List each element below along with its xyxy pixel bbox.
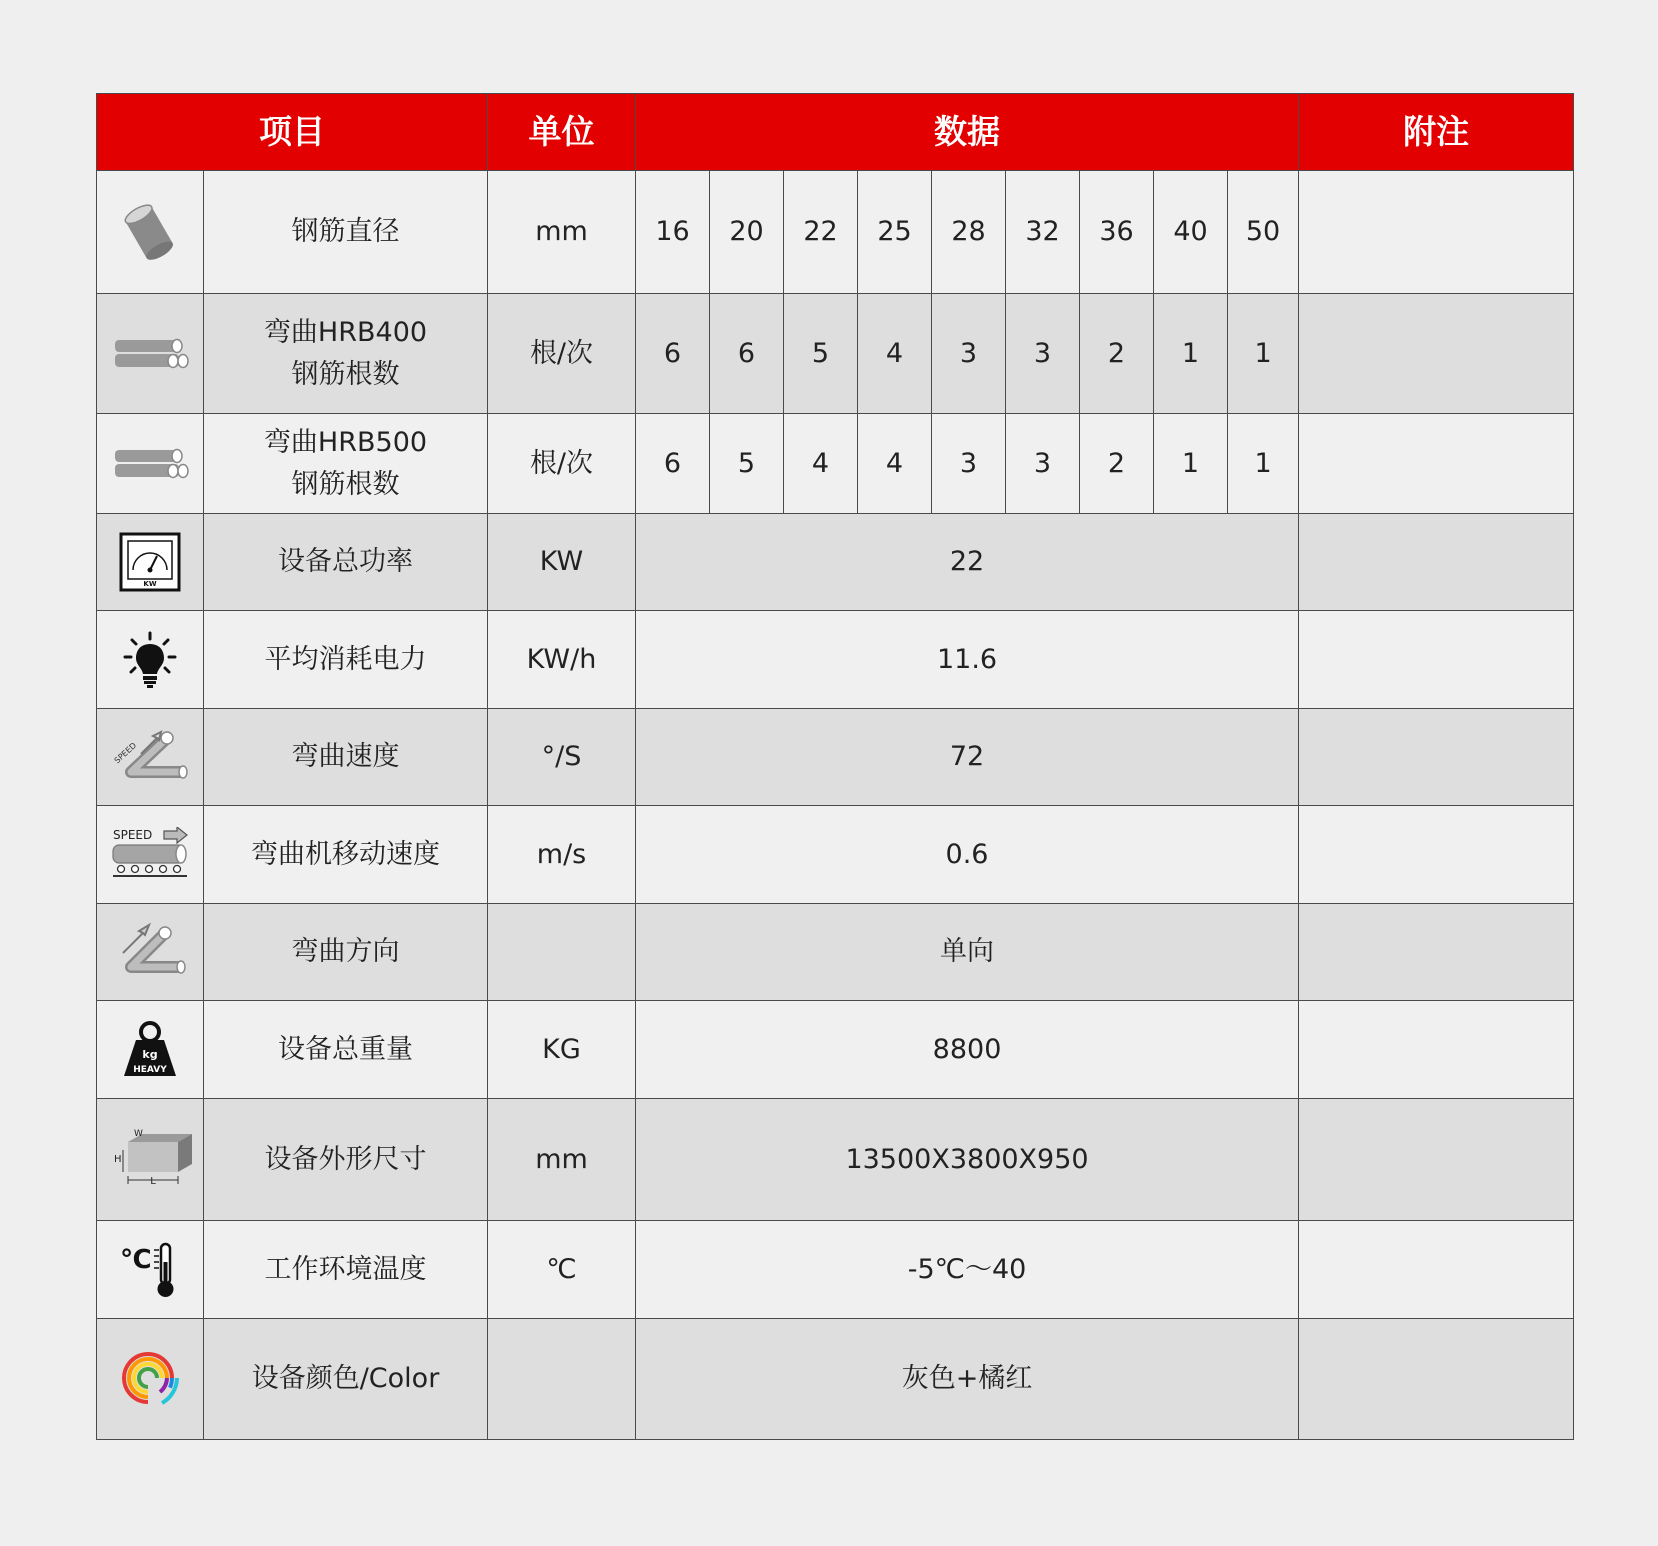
hrb400-note [1299,294,1574,414]
row-direction [97,904,1574,1001]
weight-value: 8800 [636,1001,1299,1099]
row-temperature [97,1221,1574,1319]
header-row [97,94,1574,171]
hrb400-value: 6 [636,294,710,414]
move-speed-note [1299,806,1574,904]
direction-note [1299,904,1574,1001]
rebar-bundle-icon [97,294,204,414]
hrb400-value: 1 [1154,294,1228,414]
weight-icon-text-heavy: HEAVY [133,1064,167,1075]
row-diameter [97,171,1574,294]
hrb500-value: 1 [1228,414,1299,514]
weight-note [1299,1001,1574,1099]
thermometer-icon-text: ℃ [120,1244,152,1275]
diameter-note [1299,171,1574,294]
power-label: 设备总功率 [204,514,488,611]
power-icon-text: KW [143,580,157,588]
diameter-value: 22 [784,171,858,294]
lightbulb-icon [97,611,204,709]
power-note [1299,514,1574,611]
hrb400-unit: 根/次 [488,294,636,414]
bend-speed-label: 弯曲速度 [204,709,488,806]
diameter-label: 钢筋直径 [204,171,488,294]
row-dimensions [97,1099,1574,1221]
weight-label: 设备总重量 [204,1001,488,1099]
power-unit: KW [488,514,636,611]
header-unit: 单位 [488,94,636,171]
weight-icon-text-kg: kg [142,1047,158,1061]
direction-unit [488,904,636,1001]
hrb500-value: 3 [932,414,1006,514]
hrb500-value: 5 [710,414,784,514]
conveyor-speed-icon [97,806,204,904]
weight-icon [97,1001,204,1099]
hrb500-label-line2: 钢筋根数 [291,468,400,500]
hrb400-value: 3 [932,294,1006,414]
weight-unit: KG [488,1001,636,1099]
dimensions-unit: mm [488,1099,636,1221]
hrb400-value: 2 [1080,294,1154,414]
row-color [97,1319,1574,1440]
dimensions-note [1299,1099,1574,1221]
color-unit [488,1319,636,1440]
dim-icon-h: H [114,1153,122,1165]
hrb500-value: 6 [636,414,710,514]
dimensions-box-icon [97,1099,204,1221]
header-data: 数据 [636,94,1299,171]
diameter-value: 36 [1080,171,1154,294]
dimensions-label: 设备外形尺寸 [204,1099,488,1221]
header-item: 项目 [97,94,488,171]
color-label: 设备颜色/Color [204,1319,488,1440]
thermometer-icon [97,1221,204,1319]
temperature-label: 工作环境温度 [204,1221,488,1319]
hrb400-value: 5 [784,294,858,414]
rebar-bundle-icon [97,414,204,514]
spec-table [96,93,1574,1440]
power-meter-icon [97,514,204,611]
hrb500-value: 4 [858,414,932,514]
row-move-speed [97,806,1574,904]
power-value: 22 [636,514,1299,611]
temperature-value: -5℃～40 [636,1221,1299,1319]
consumption-note [1299,611,1574,709]
hrb400-value: 6 [710,294,784,414]
row-hrb500 [97,414,1574,514]
hrb500-label-line1: 弯曲HRB500 [263,426,428,458]
hrb500-value: 2 [1080,414,1154,514]
hrb400-value: 4 [858,294,932,414]
hrb500-value: 4 [784,414,858,514]
hrb400-value: 3 [1006,294,1080,414]
hrb500-note [1299,414,1574,514]
temperature-unit: ℃ [488,1221,636,1319]
dim-icon-w: W [134,1128,143,1139]
dimensions-value: 13500X3800X950 [636,1099,1299,1221]
row-power [97,514,1574,611]
diameter-unit: mm [488,171,636,294]
bend-speed-icon [97,709,204,806]
move-speed-value: 0.6 [636,806,1299,904]
diameter-value: 32 [1006,171,1080,294]
color-value: 灰色+橘红 [636,1319,1299,1440]
diameter-value: 25 [858,171,932,294]
move-speed-unit: m/s [488,806,636,904]
bend-speed-unit: °/S [488,709,636,806]
color-wheel-icon [97,1319,204,1440]
hrb400-label [204,294,488,414]
diameter-value: 40 [1154,171,1228,294]
diameter-value: 20 [710,171,784,294]
diameter-value: 16 [636,171,710,294]
bend-speed-note [1299,709,1574,806]
move-speed-label: 弯曲机移动速度 [204,806,488,904]
header-note: 附注 [1299,94,1574,171]
color-note [1299,1319,1574,1440]
direction-value: 单向 [636,904,1299,1001]
row-consumption [97,611,1574,709]
hrb500-value: 1 [1154,414,1228,514]
row-hrb400 [97,294,1574,414]
bend-direction-icon [97,904,204,1001]
hrb400-label-line2: 钢筋根数 [291,358,400,390]
consumption-value: 11.6 [636,611,1299,709]
hrb500-unit: 根/次 [488,414,636,514]
temperature-note [1299,1221,1574,1319]
diameter-value: 50 [1228,171,1299,294]
consumption-unit: KW/h [488,611,636,709]
rebar-section-icon [97,171,204,294]
row-weight [97,1001,1574,1099]
bend-speed-icon-text: SPEED [112,740,139,766]
direction-label: 弯曲方向 [204,904,488,1001]
row-bend-speed [97,709,1574,806]
hrb500-label [204,414,488,514]
hrb400-label-line1: 弯曲HRB400 [263,316,428,348]
diameter-value: 28 [932,171,1006,294]
dim-icon-l: L [150,1175,156,1187]
hrb500-value: 3 [1006,414,1080,514]
hrb400-value: 1 [1228,294,1299,414]
move-speed-icon-text: SPEED [113,827,153,842]
bend-speed-value: 72 [636,709,1299,806]
consumption-label: 平均消耗电力 [204,611,488,709]
